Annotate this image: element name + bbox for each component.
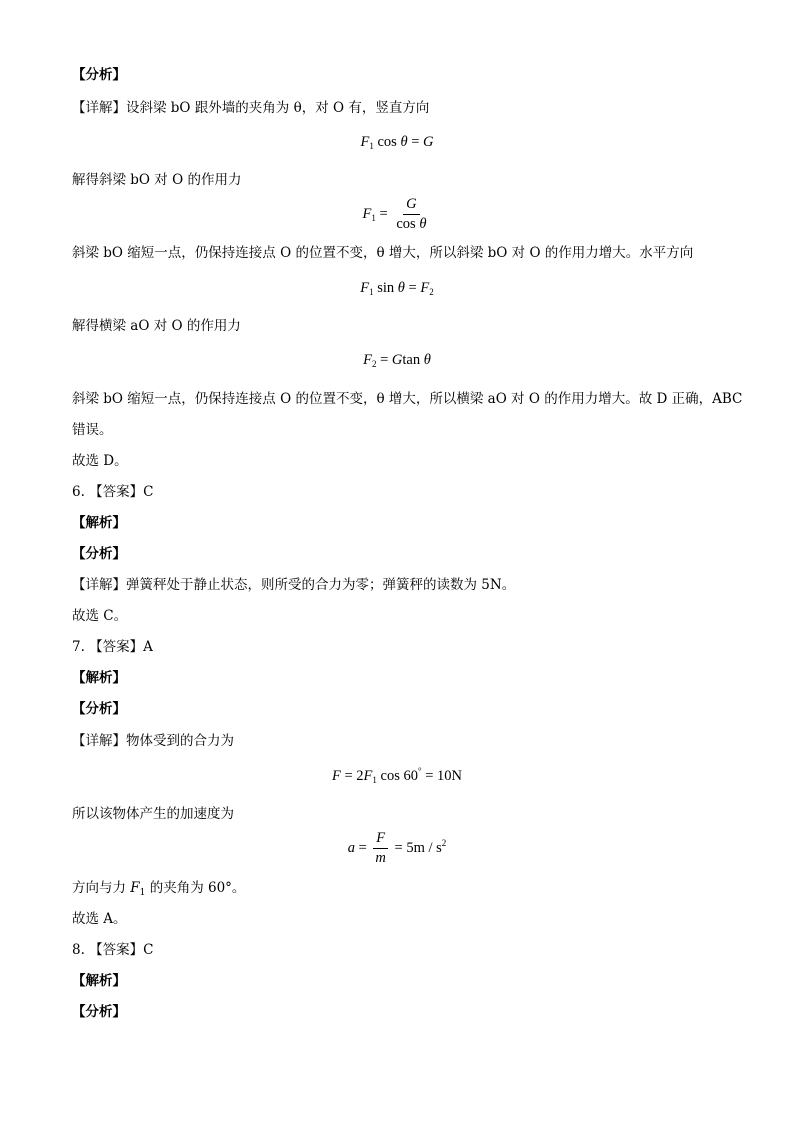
detail-text: 【详解】弹簧秤处于静止状态，则所受的合力为零；弹簧秤的读数为 5N。: [72, 577, 516, 593]
equation-f1: $F_1$ = $\frac{G}{\text{cos θ}}$: [362, 196, 427, 232]
equation-horizontal-balance: $F_1$ $\sin \theta = F_2$: [360, 280, 434, 297]
body-text: 解得斜梁 bO 对 O 的作用力: [72, 172, 242, 188]
equation-acceleration: a = $\frac{F}{m}$ = $5m / s^2$: [347, 830, 447, 866]
detail-text: 【详解】物体受到的合力为: [72, 733, 234, 749]
answer-label: 6. 【答案】C: [72, 484, 154, 500]
body-text: 错误。: [72, 422, 113, 438]
section-solution-label: 【解析】: [72, 515, 126, 531]
section-solution-label: 【解析】: [72, 973, 126, 989]
body-text: 解得横梁 aO 对 O 的作用力: [72, 318, 241, 334]
equation-f2: $F_2 = Gtan$ θ: [363, 352, 431, 369]
body-text: 斜梁 bO 缩短一点，仍保持连接点 O 的位置不变，θ 增大，所以横梁 aO 对 O 的作用力增大。故 D 正确，ABC: [72, 391, 743, 407]
section-analysis-label: 【分析】: [72, 701, 126, 717]
equation-net-force: $F = 2F_1$ cos 60° = 10N: [331, 766, 462, 785]
choice-text: 故选 C。: [72, 608, 128, 624]
answer-label: 8. 【答案】C: [72, 942, 154, 958]
body-text: 斜梁 bO 缩短一点，仍保持连接点 O 的位置不变，θ 增大，所以斜梁 bO 对 O 的作用力增大。水平方向: [72, 245, 694, 261]
section-analysis-label: 【分析】: [72, 67, 126, 83]
body-text: 所以该物体产生的加速度为: [72, 806, 234, 822]
answer-label: 7. 【答案】A: [72, 639, 153, 655]
section-analysis-label: 【分析】: [72, 1004, 126, 1020]
choice-text: 故选 A。: [72, 911, 127, 927]
choice-text: 故选 D。: [72, 453, 128, 469]
section-solution-label: 【解析】: [72, 670, 126, 686]
section-analysis-label: 【分析】: [72, 546, 126, 562]
equation-vertical-balance: $F_1$ cos θ = G: [360, 134, 434, 151]
body-text: 方向与力 $F_1$ 的夹角为 60°。: [72, 880, 246, 898]
detail-text: 【详解】设斜梁 bO 跟外墙的夹角为 θ，对 O 有，竖直方向: [72, 100, 430, 116]
